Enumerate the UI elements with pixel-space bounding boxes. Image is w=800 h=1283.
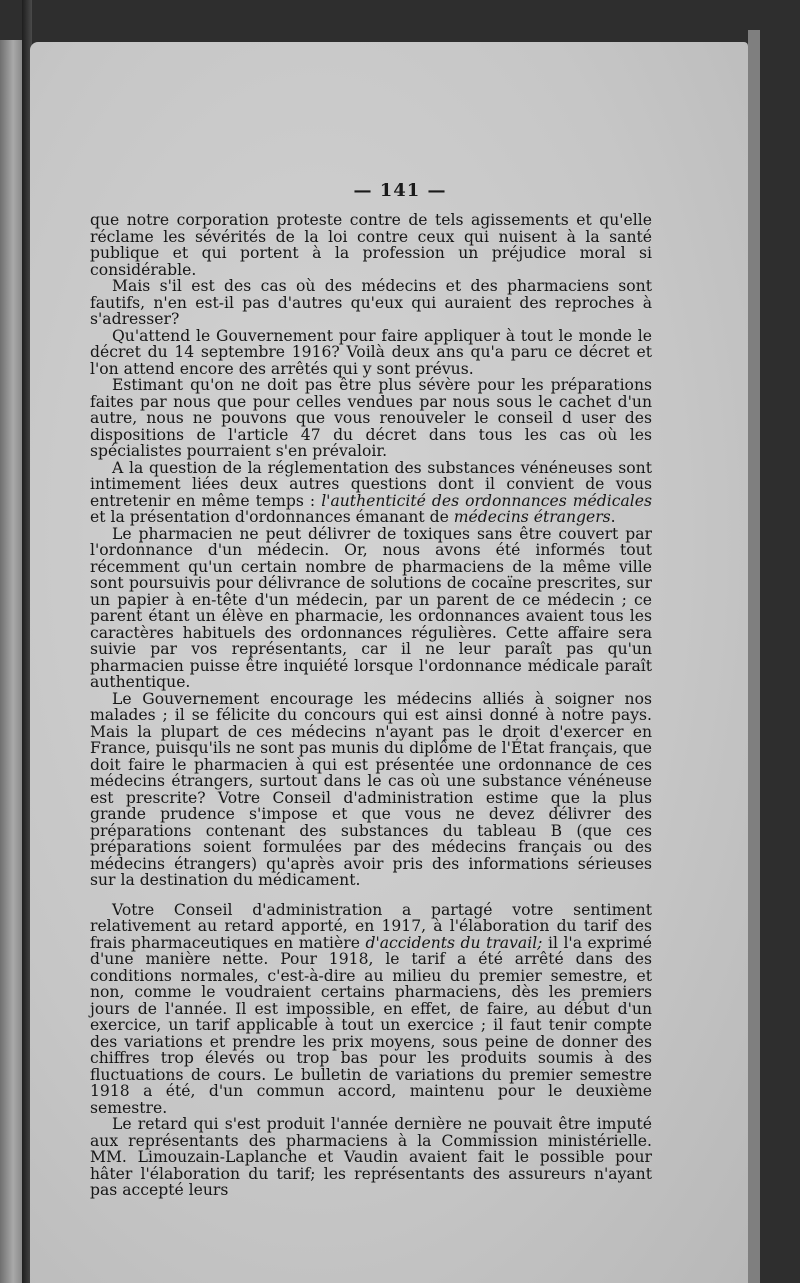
paragraph-text: et la présentation d'ordonnances émanant de xyxy=(90,508,454,526)
paragraph: Mais s'il est des cas où des médecins et des pharmaciens sont fautifs, n'en est-il pas d'autres qu'eux qui auraient des reproches à s'adresser? xyxy=(90,277,652,328)
paragraph-text: Votre Conseil d'administration a partagé votre sentiment relativement au retard apporté, en 1917, à l'élaboration du tarif des frais pharmaceutiques en matière xyxy=(90,900,652,952)
paragraph xyxy=(90,902,652,1117)
paragraph xyxy=(90,460,652,526)
paragraph-text: . xyxy=(610,508,616,526)
italic-phrase: d'accidents du travail; xyxy=(365,933,543,952)
paragraph: Qu'attend le Gouvernement pour faire appliquer à tout le monde le décret du 14 septembre 1916? Voilà deux ans qu'a paru ce décret et l'on attend encore des arrêtés qui y sont prévus. xyxy=(90,326,652,378)
page-number: — 141 — xyxy=(353,180,447,201)
paragraph: que notre corporation proteste contre de tels agissements et qu'elle réclame les sévérités de la loi contre ceux qui nuisent à la santé publique et qui portent à la profession un préjudice moral si considérable. xyxy=(90,211,652,279)
page-edge-strip xyxy=(748,30,760,1283)
page-body-text xyxy=(90,212,652,1199)
left-page-edge xyxy=(0,40,22,1283)
italic-phrase: l'authenticité des ordonnances médicales xyxy=(321,491,652,510)
paragraph: Estimant qu'on ne doit pas être plus sévère pour les préparations faites par nous que pour celles vendues par nous sous le cachet d'un autre, nous ne pouvons que vous renouveler le conseil d user des dispositions de l'article 47 du décret dans tous les cas où les spécialistes pourraient s'en prévaloir. xyxy=(90,376,652,460)
paragraph-text: il l'a exprimé d'une manière nette. Pour 1918, le tarif a été arrêté dans des conditions normales, c'est-à-dire au milieu du premier semestre, et non, comme le voudraient certains pharmaciens, dès les premiers jours de l'année. Il est impossible, en effet, de faire, au début d'un exercice, un tarif applicable à tout un exercice ; il faut tenir compte des variations et prendre les prix moyens, sous peine de donner des chiffres trop élevés ou trop bas pour les produits soumis à des fluctuations de cours. Le bulletin de variations du premier semestre 1918 a été, d'un commun accord, maintenu pour le deuxième semestre. xyxy=(90,933,652,1117)
paragraph: Le Gouvernement encourage les médecins alliés à soigner nos malades ; il se félicite du concours qui est ainsi donné à notre pays. Mais la plupart de ces médecins n'ayant pas le droit d'exercer en France, puisqu'ils ne sont pas munis du diplôme de l'État français, que doit faire le pharmacien à qui est présentée une ordonnance de ces médecins étrangers, surtout dans le cas où une substance vénéneuse est prescrite? Votre Conseil d'administration estime que la plus grande prudence s'impose et que vous ne devez délivrer des préparations contenant des substances du tableau B (que ces préparations soient formulées par des médecins français ou des médecins étrangers) qu'après avoir pris des informations sérieuses sur la destination du médicament. xyxy=(90,689,652,889)
paragraph: Le retard qui s'est produit l'année dernière ne pouvait être imputé aux représentants des pharmaciens à la Commission ministérielle. MM. Limouzain-Laplanche et Vaudin avaient fait le possible pour hâter l'élaboration du tarif; les représentants des assureurs n'ayant pas accepté leurs xyxy=(90,1115,652,1199)
italic-phrase: médecins étrangers xyxy=(453,508,611,526)
paragraph: Le pharmacien ne peut délivrer de toxiques sans être couvert par l'ordonnance d'un médecin. Or, nous avons été informés tout récemment qu'un certain nombre de pharmaciens de la même ville sont poursuivis pour délivrance de solutions de cocaïne prescrites, sur un papier à en-tête d'un médecin, par un parent de ce médecin ; ce parent étant un élève en pharmacie, les ordonnances avaient tous les caractères habituels des ordonnances régulières. Cette affaire sera suivie par vos représentants, car il ne leur paraît pas qu'un pharmacien puisse être inquiété lorsque l'ordonnance médicale paraît authentique. xyxy=(90,524,652,691)
paragraph-text: A la question de la réglementation des substances vénéneuses sont intimement liées deux autres questions dont il convient de vous entretenir en même temps : xyxy=(90,458,652,510)
